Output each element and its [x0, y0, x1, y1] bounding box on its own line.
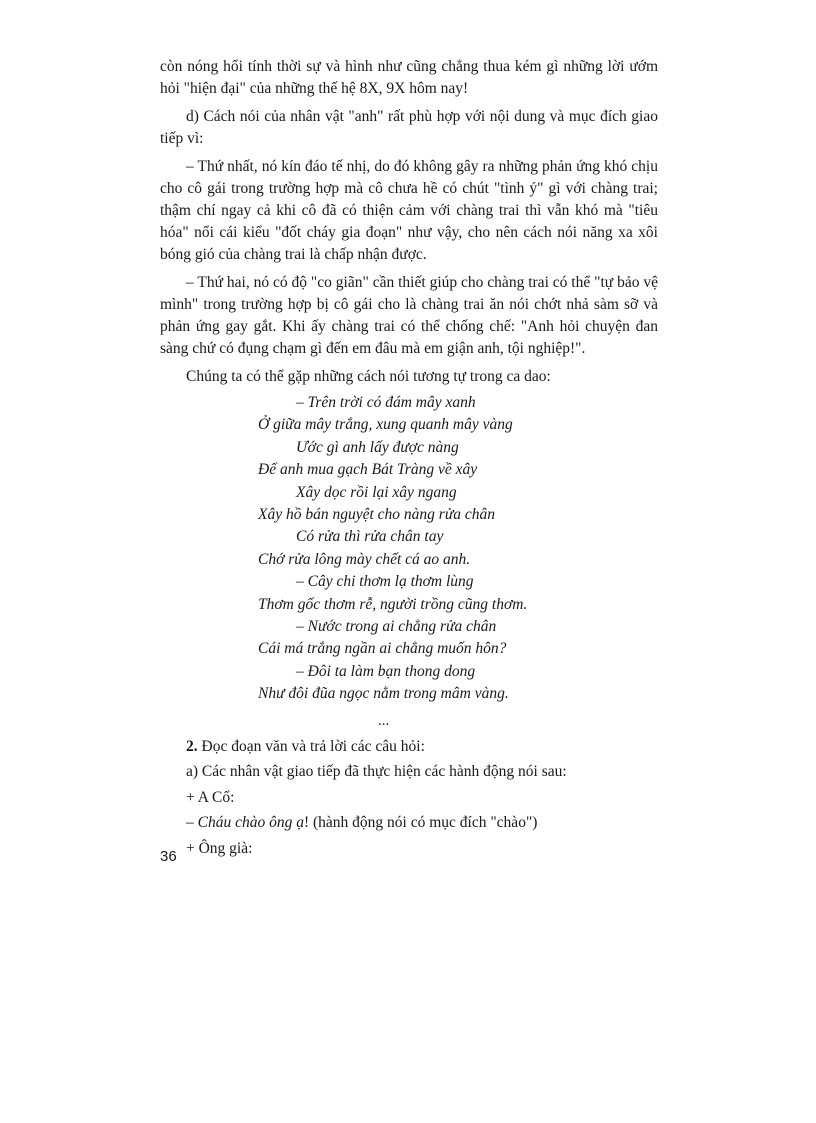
- poem-line: Cái má trắng ngần ai chẳng muốn hôn?: [258, 640, 507, 658]
- poem-line: Xây dọc rồi lại xây ngang: [296, 483, 457, 501]
- poem-line: Để anh mua gạch Bát Tràng về xây: [258, 461, 478, 479]
- poem-line: Thơm gốc thơm rễ, người trồng cũng thơm.: [258, 595, 528, 613]
- poem-line: – Đôi ta làm bạn thong dong: [296, 662, 476, 680]
- page-number: 36: [160, 848, 177, 865]
- page-content: [160, 56, 658, 861]
- poem-line: – Cây chi thơm lạ thơm lùng: [296, 573, 474, 591]
- paragraph-ca-dao-intro: Chúng ta có thể gặp những cách nói tương tự trong ca dao:: [186, 368, 551, 385]
- speaker-a-co: + A Cổ:: [186, 788, 235, 806]
- body-text: [160, 56, 658, 388]
- greeting-line: [160, 810, 658, 836]
- poem-line: Như đôi đũa ngọc nằm trong mâm vàng.: [258, 685, 509, 703]
- dash: –: [186, 814, 198, 832]
- poem-line: Xây hồ bán nguyệt cho nàng rửa chân: [258, 506, 496, 524]
- paragraph-d: d) Cách nói của nhân vật "anh" rất phù hợp với nội dung và mục đích giao tiếp vì:: [160, 108, 658, 147]
- paragraph-continuation: còn nóng hổi tính thời sự và hình như cũng chẳng thua kém gì những lời ướm hỏi "hiện đại" của những thế hệ 8X, 9X hôm nay!: [160, 58, 658, 97]
- poem-line: Có rửa thì rửa chân tay: [296, 528, 444, 546]
- section-number: 2.: [186, 737, 198, 755]
- ca-dao-poem: [258, 392, 658, 706]
- poem-ellipsis: ...: [378, 712, 390, 729]
- poem-line: Ở giữa mây trắng, xung quanh mây vàng: [258, 416, 513, 434]
- poem-line: Ước gì anh lấy được nàng: [296, 438, 459, 456]
- section-title: Đọc đoạn văn và trả lời các câu hỏi:: [201, 737, 425, 755]
- poem-line: – Trên trời có đám mây xanh: [296, 394, 476, 411]
- greeting-explanation: ! (hành động nói có mục đích "chào"): [303, 814, 538, 832]
- section-2-heading: [160, 734, 658, 760]
- greeting-text: Cháu chào ông ạ: [197, 814, 304, 832]
- section-2: [160, 734, 658, 862]
- poem-line: – Nước trong ai chẳng rửa chân: [296, 618, 497, 636]
- speaker-ong-gia: + Ông già:: [186, 839, 253, 857]
- poem-line: Chớ rửa lông mày chết cá ao anh.: [258, 550, 471, 568]
- paragraph-first-reason: – Thứ nhất, nó kín đáo tế nhị, do đó không gây ra những phản ứng khó chịu cho cô gái trong trường hợp mà cô chưa hề có chút "tình ý" gì với chàng trai; thậm chí ngay cả khi cô đã có thiện cảm với chàng trai thì vẫn khó mà "tiêu hóa" nổi cái kiểu "đốt cháy gia đoạn" như vậy, cho nên cách nói năng xa xôi bóng gió của chàng trai là chấp nhận được.: [160, 158, 658, 263]
- paragraph-second-reason: – Thứ hai, nó có độ "co giãn" cần thiết giúp cho chàng trai có thể "tự bảo vệ mình" trong trường hợp bị cô gái cho là chàng trai ăn nói chớt nhả sàm sỡ và phản ứng gay gắt. Khi ấy chàng trai có thể chống chế: "Anh hỏi chuyện đan sàng chứ có đụng chạm gì đến em đâu mà em giận anh, tội nghiệp!".: [160, 274, 658, 357]
- question-a: a) Các nhân vật giao tiếp đã thực hiện các hành động nói sau:: [186, 763, 567, 781]
